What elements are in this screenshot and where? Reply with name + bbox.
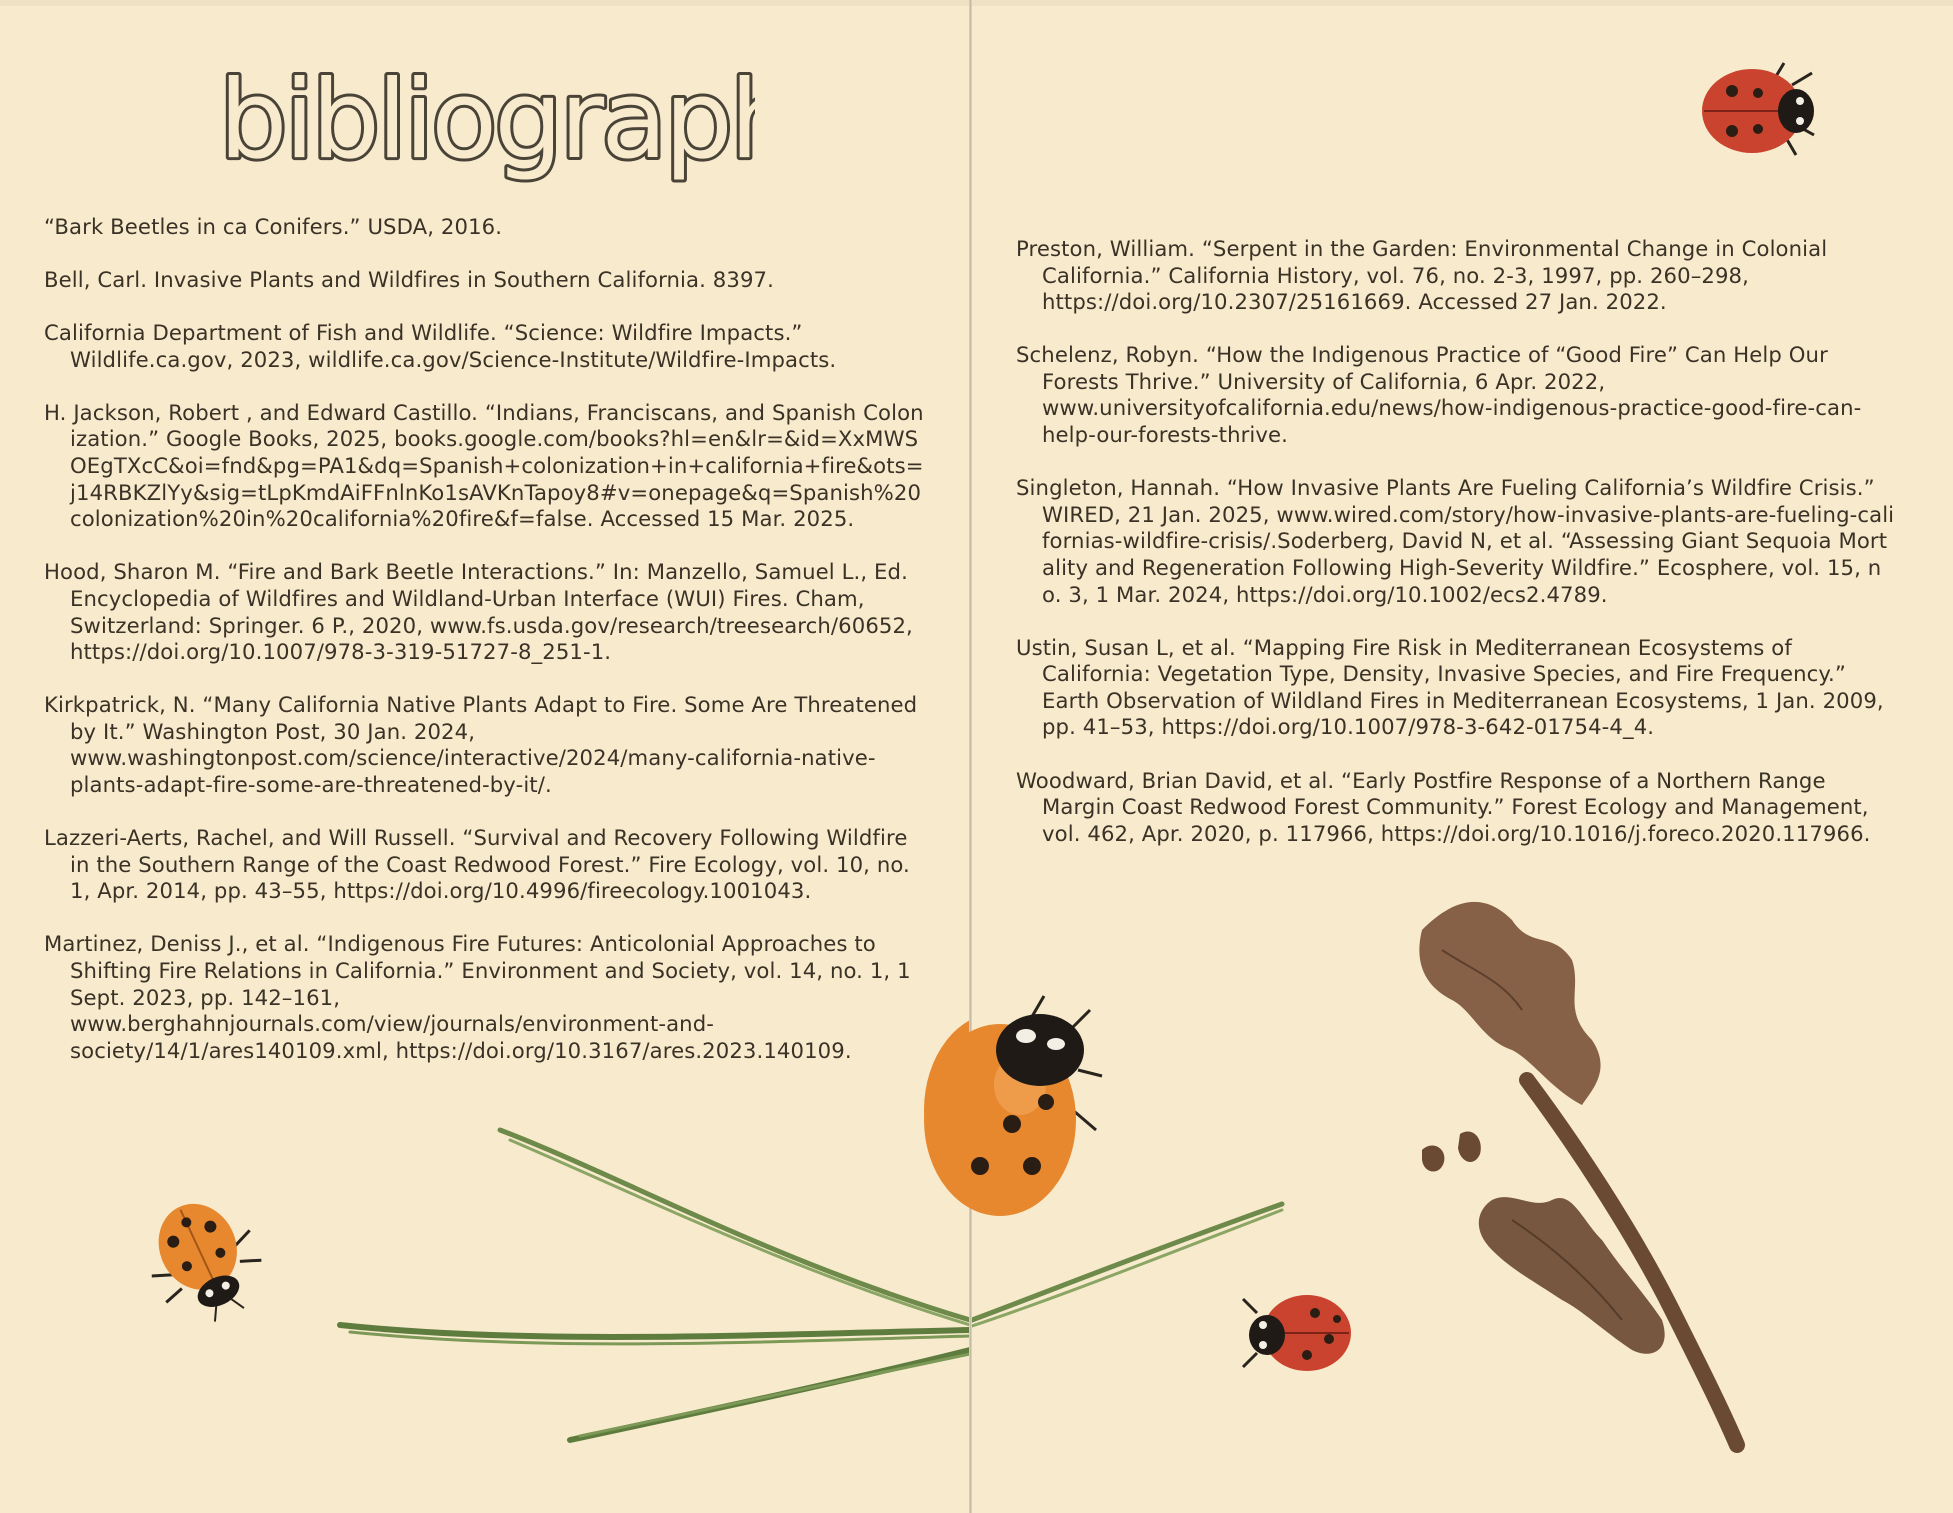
bibliography-list-left <box>44 214 924 1091</box>
reference-entry: Schelenz, Robyn. “How the Indigenous Practice of “Good Fire” Can Help Our Forests Thrive.” University of California, 6 Apr. 2022, www.universityofcalifornia.edu/news/how-indigenous-practice-good-fire-can-help-our-forests-thrive. <box>1016 342 1862 448</box>
reference-entry: California Department of Fish and Wildlife. “Science: Wildfire Impacts.” Wildlife.ca.gov, 2023, wildlife.ca.gov/Science-Institute/Wildfire-Impacts. <box>44 320 837 372</box>
reference-entry: Bell, Carl. Invasive Plants and Wildfires in Southern California. 8397. <box>44 267 774 293</box>
ladybug-icon <box>1692 55 1822 165</box>
reference-entry: Preston, William. “Serpent in the Garden: Environmental Change in Colonial California.” California History, vol. 76, no. 2-3, 1997, pp. 260–298, https://doi.org/10.2307/25161669. Accessed 27 Jan. 2022. <box>1016 236 1828 315</box>
reference-entry: “Bark Beetles in ca Conifers.” USDA, 2016. <box>44 214 503 239</box>
reference-entry: Singleton, Hannah. “How Invasive Plants Are Fueling California’s Wildfire Crisis.” WIRED, 21 Jan. 2025, www.wired.com/story/how-invasive-plants-are-fueling-californias-wildfire-crisis/.Soderberg, David N, et al. “Assessing Giant Sequoia Mortality and Regeneration Following High-Severity Wildfire.” Ecosphere, vol. 15, no. 3, 1 Mar. 2024, https://doi.org/10.1002/ecs2.4789. <box>1016 475 1895 607</box>
svg-text:bibliography: bibliograp <box>219 58 730 183</box>
reference-entry: Hood, Sharon M. “Fire and Bark Beetle Interactions.” In: Manzello, Samuel L., Ed. Encyclopedia of Wildfires and Wildland-Urban Interface (WUI) Fires. Cham, Switzerland: Springer. 6 P., 2020, www.fs.usda.gov/research/treesearch/60652, https://doi.org/10.1007/978-3-319-51727-8_251-1. <box>44 559 913 665</box>
reference-entry: Woodward, Brian David, et al. “Early Postfire Response of a Northern Range Margin Coast Redwood Forest Community.” Forest Ecology and Management, vol. 462, Apr. 2020, p. 117966, https://doi.org/10.1016/j.foreco.2020.117966. <box>1016 767 1871 846</box>
reference-entry: Martinez, Deniss J., et al. “Indigenous Fire Futures: Anticolonial Approaches to Shifting Fire Relations in California.” Environment and Society, vol. 14, no. 1, 1 Sept. 2023, pp. 142–161, www.berghahnjournals.com/view/journals/environment-and-society/14/1/ares140109.xml, https://doi.org/10.3167/ares.2023.140109. <box>44 931 911 1063</box>
reference-entry: Kirkpatrick, N. “Many California Native Plants Adapt to Fire. Some Are Threatened by It.” Washington Post, 30 Jan. 2024, www.washingtonpost.com/science/interactive/2024/many-california-native-plants-adapt-fire-some-are-threatened-by-it/. <box>44 692 918 797</box>
right-page <box>972 0 1953 1513</box>
reference-entry: H. Jackson, Robert , and Edward Castillo. “Indians, Franciscans, and Spanish Colonization.” Google Books, 2025, books.google.com/books?hl=en&lr=&id=XxMWSOEgTXcC&oi=fnd&pg=PA1&dq=Spanish+colonization+in+california+fire&ots=j14RBKZlYy&sig=tLpKmdAiFFnlnKo1sAVKnTapoy8#v=onepage&q=Spanish%20colonization%20in%20california%20fire&f=false. Accessed 15 Mar. 2025. <box>44 399 924 532</box>
ladybug-icon <box>920 990 1110 1220</box>
bibliography-list-right <box>1016 236 1896 874</box>
ladybug-icon <box>1237 1283 1357 1383</box>
bibliography-title <box>215 45 755 195</box>
pine-needle-icon <box>330 1110 970 1450</box>
left-page <box>0 0 970 1513</box>
reference-entry: Ustin, Susan L, et al. “Mapping Fire Risk in Mediterranean Ecosystems of California: Vegetation Type, Density, Invasive Species, and Fire Frequency.” Earth Observation of Wildland Fires in Mediterranean Ecosystems, 1 Jan. 2009, pp. 41–53, https://doi.org/10.1007/978-3-642-01754-4_4. <box>1016 634 1884 740</box>
svg-text:bibliography: bibliograp <box>219 58 730 183</box>
ladybug-icon <box>140 1190 270 1330</box>
bibliography-title-lettering <box>215 45 755 195</box>
reference-entry: Lazzeri-Aerts, Rachel, and Will Russell. “Survival and Recovery Following Wildfire in the Southern Range of the Coast Redwood Forest.” Fire Ecology, vol. 10, no. 1, Apr. 2014, pp. 43–55, https://doi.org/10.4996/fireecology.1001043. <box>44 825 910 904</box>
oak-leaf-icon <box>1372 890 1872 1460</box>
